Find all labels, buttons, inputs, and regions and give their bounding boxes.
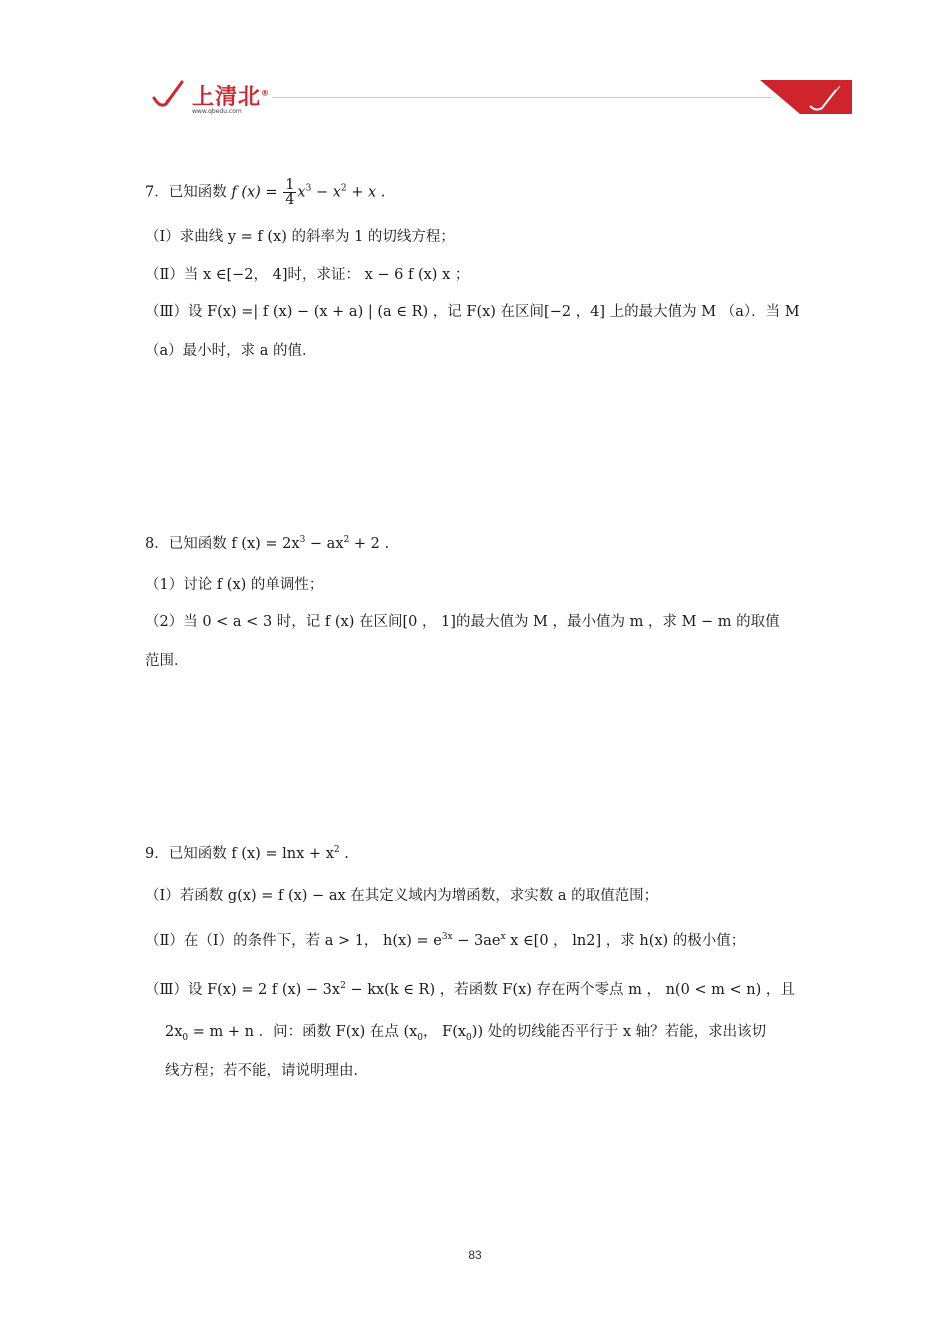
brand-logo xyxy=(152,78,272,118)
q8-part-2: （2）当 0 < a < 3 时，记 f (x) 在区间[0 ， 1]的最大值为 M ，最小值为 m ，求 M − m 的取值 xyxy=(145,614,780,630)
corner-ribbon-icon xyxy=(760,80,852,116)
q7-part-2: （Ⅱ）当 x ∈[−2， 4]时，求证： x − 6 f (x) x ； xyxy=(145,267,470,283)
fraction: $\frac{1}{4}$ xyxy=(285,177,295,208)
q9-part-1: （Ⅰ）若函数 g(x) = f (x) − ax 在其定义域内为增函数，求实数 a 的取值范围； xyxy=(145,888,659,904)
page-number: 83 xyxy=(468,1248,482,1262)
q9-part-3-cont: $2x_0 = m + n$ ．问：函数 F(x) 在点 ($x_0$， $F(x_0)$) 处的切线能否平行于 x 轴？若能，求出该切 xyxy=(165,1024,767,1043)
q7-part-3: （Ⅲ）设 F(x) =| f (x) − (x + a) | (a ∈ R) ，记 F(x) 在区间[−2 ，4] 上的最大值为 M （a）．当 M xyxy=(145,304,800,320)
q9-stem: 9．已知函数 f $(x) = \ln x + x^2$ . xyxy=(145,845,349,862)
q8-part-1: （1）讨论 f (x) 的单调性； xyxy=(145,577,324,593)
checkmark-logo-icon xyxy=(152,78,190,112)
q9-part-2: （Ⅱ）在（Ⅰ）的条件下，若 a > 1， $h(x) = e^{3x} - 3ae^x$ x ∈[0 ， ln2] ，求 h(x) 的极小值； xyxy=(145,932,746,949)
brand-url: www.qbedu.com xyxy=(192,108,242,115)
q7-part-3-cont: （a）最小时，求 a 的值． xyxy=(145,343,317,359)
brand-name: 上清北® xyxy=(192,85,271,110)
q7-part-1: （Ⅰ）求曲线 y = f (x) 的斜率为 1 的切线方程； xyxy=(145,229,455,245)
header-divider xyxy=(272,97,772,98)
q8-part-2-cont: 范围． xyxy=(145,653,189,669)
page-header xyxy=(0,0,950,140)
q9-part-3: （Ⅲ）设 F(x) = 2 f $(x) - 3x^2 - kx(k$ ∈ R) ，若函数 F(x) 存在两个零点 m ， n(0 < m < n) ，且 xyxy=(145,981,795,998)
q9-part-3-cont-2: 线方程；若不能，请说明理由． xyxy=(165,1063,368,1079)
q7-stem: 7．已知函数 f (x) = $\frac{1}{4}$ $x^3 - x^2 + x$ . xyxy=(145,177,386,208)
q8-stem: 8．已知函数 f $(x) = 2x^3 - ax^2 + 2$ . xyxy=(145,535,390,552)
